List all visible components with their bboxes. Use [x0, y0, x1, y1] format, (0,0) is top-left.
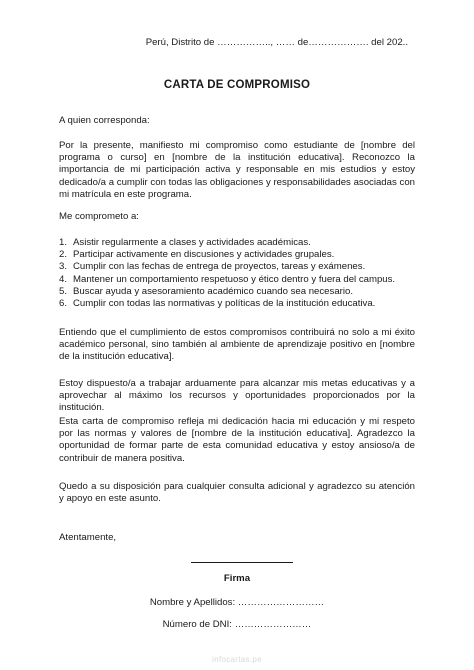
closing-salutation: Atentamente,: [59, 532, 117, 543]
watermark: infocartas.pe: [212, 655, 262, 664]
date-line: Perú, Distrito de …………….., …… de………………. del 202..: [145, 37, 408, 48]
body-paragraph-1: Entiendo que el cumplimiento de estos compromisos contribuirá no solo a mi éxito académico personal, sino también al ambiente de aprendizaje positivo en [nombre de la institución educativa].: [59, 327, 415, 363]
body-paragraph-2: Estoy dispuesto/a a trabajar arduamente para alcanzar mis metas educativas y a aprovechar al máximo los recursos y oportunidades proporcionados por la institución.: [59, 378, 415, 414]
greeting: A quien corresponda:: [59, 115, 150, 126]
commitments-label: Me comprometo a:: [59, 211, 139, 222]
name-field-line: Nombre y Apellidos: ………………………: [149, 597, 325, 608]
commitment-text: Asistir regularmente a clases y actividades académicas.: [73, 237, 311, 248]
commitment-item: [59, 274, 415, 286]
signature-line: [191, 562, 293, 563]
intro-paragraph: Por la presente, manifiesto mi compromiso como estudiante de [nombre del programa o curso] en [nombre de la institución educativa]. Reconozco la importancia de mi participación activa y responsable en mis estudios y estoy dedicado/a a cumplir con todas las obligaciones y responsabilidades asociadas con mi matrícula en este programa.: [59, 140, 415, 200]
commitment-number: 4.: [59, 273, 68, 285]
commitment-item: [59, 261, 415, 273]
dni-field-line: Número de DNI: ……………………: [162, 619, 312, 630]
body-paragraph-3: Esta carta de compromiso refleja mi dedicación hacia mi educación y mi respeto por las normas y valores de [nombre de la institución educativa]. Agradezco la oportunidad de formar parte de esta comunidad educativa y estoy ansioso/a de contribuir de manera positiva.: [59, 416, 415, 464]
body-paragraph-4: Quedo a su disposición para cualquier consulta adicional y agradezco su atención y apoyo en este asunto.: [59, 481, 415, 505]
commitment-item: [59, 286, 415, 298]
commitment-number: 2.: [59, 249, 68, 261]
commitment-text: Buscar ayuda y asesoramiento académico cuando sea necesario.: [73, 285, 353, 297]
commitments-list: [59, 237, 415, 310]
commitment-text: Mantener un comportamiento respetuoso y ético dentro y fuera del campus.: [73, 273, 396, 285]
commitment-text: Cumplir con las fechas de entrega de proyectos, tareas y exámenes.: [73, 261, 366, 273]
commitment-number: 3.: [59, 261, 68, 273]
commitment-number: 6.: [59, 298, 68, 310]
commitment-item: [59, 249, 415, 261]
commitment-text: Cumplir con todas las normativas y políticas de la institución educativa.: [73, 298, 376, 310]
commitment-number: 1.: [59, 237, 68, 248]
commitment-text: Participar activamente en discusiones y actividades grupales.: [73, 249, 335, 261]
document-title: CARTA DE COMPROMISO: [163, 79, 311, 91]
signature-title: Firma: [223, 573, 251, 584]
commitment-number: 5.: [59, 285, 68, 297]
commitment-item: [59, 298, 415, 310]
commitment-item: [59, 237, 415, 249]
